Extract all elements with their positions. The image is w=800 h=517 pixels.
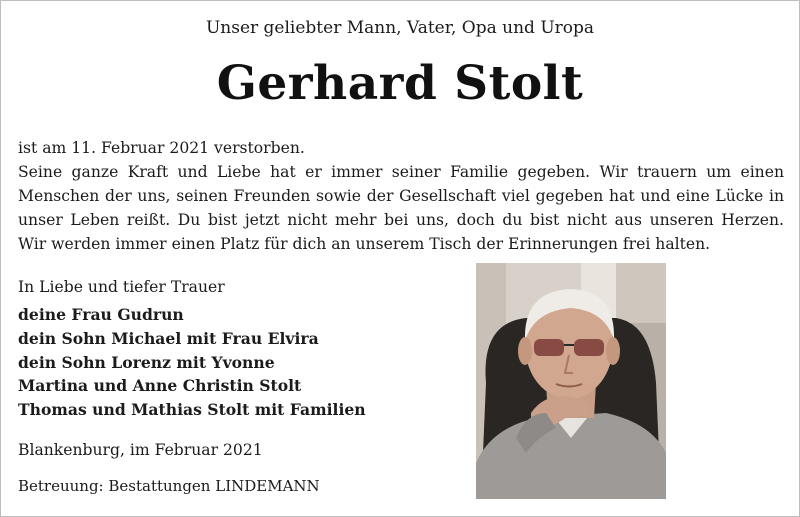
deceased-name: Gerhard Stolt <box>216 56 584 111</box>
mourner: deine Frau Gudrun <box>18 305 184 324</box>
portrait-photo <box>476 263 666 499</box>
text-line: unser Leben reißt. Du bist jetzt nicht mehr bei uns, doch du bist nicht aus unseren Herzen. <box>18 211 784 229</box>
portrait-illustration <box>476 263 666 499</box>
mourner: dein Sohn Michael mit Frau Elvira <box>18 328 319 348</box>
place-date: Blankenburg, im Februar 2021 <box>18 441 263 459</box>
text-line: Menschen der uns, seinen Freunden sowie der Gesellschaft viel gegeben hat und eine Lücke in <box>18 187 784 205</box>
text-line: Seine ganze Kraft und Liebe hat er immer seiner Familie gegeben. Wir trauern um einen <box>18 163 784 181</box>
mourners-list <box>18 303 366 422</box>
mourner: Thomas und Mathias Stolt mit Familien <box>18 400 366 420</box>
intro-line: Unser geliebter Mann, Vater, Opa und Uropa <box>205 18 595 38</box>
obituary-text <box>18 136 784 256</box>
text-line: ist am 11. Februar 2021 verstorben. <box>18 139 305 157</box>
mourner: Martina und Anne Christin Stolt <box>18 376 302 396</box>
mourner: dein Sohn Lorenz mit Yvonne <box>18 352 275 372</box>
text-line: Wir werden immer einen Platz für dich an unserem Tisch der Erinnerungen frei halten. <box>18 235 711 253</box>
mourning-intro: In Liebe und tiefer Trauer <box>18 278 225 296</box>
undertaker: Betreuung: Bestattungen LINDEMANN <box>18 477 320 495</box>
